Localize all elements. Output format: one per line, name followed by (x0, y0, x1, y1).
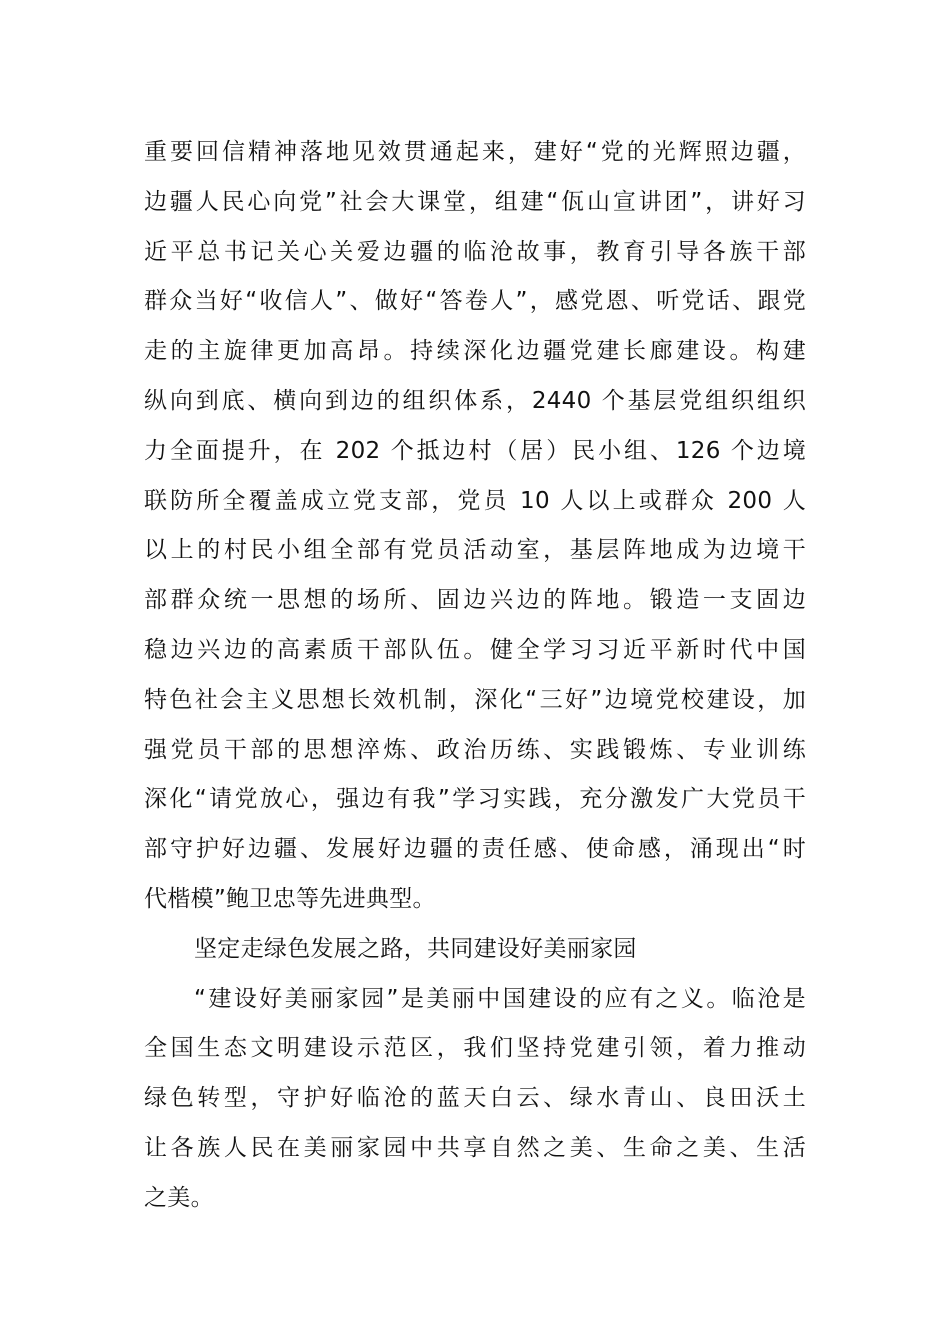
document-body (144, 128, 806, 1224)
text-line: 深化“请党放心，强边有我”学习实践，充分激发广大党员干 (144, 786, 806, 813)
text-line: 稳边兴边的高素质干部队伍。健全学习习近平新时代中国 (144, 636, 806, 663)
text-line: 走的主旋律更加高昂。持续深化边疆党建长廊建设。构建 (144, 338, 806, 365)
text-line: 近平总书记关心关爱边疆的临沧故事，教育引导各族干部 (144, 238, 806, 265)
text-line: 联防所全覆盖成立党支部，党员 10 人以上或群众 200 人 (144, 487, 806, 514)
text-line: 力全面提升，在 202 个抵边村（居）民小组、126 个边境 (144, 437, 806, 464)
text-line: 强党员干部的思想淬炼、政治历练、实践锻炼、专业训练 (144, 736, 806, 763)
text-line: 边疆人民心向党”社会大课堂，组建“佤山宣讲团”，讲好习 (144, 188, 806, 215)
text-line: 之美。 (144, 1184, 214, 1211)
text-line: 全国生态文明建设示范区，我们坚持党建引领，着力推动 (144, 1035, 806, 1062)
text-line: “建设好美丽家园”是美丽中国建设的应有之义。临沧是 (194, 985, 806, 1012)
text-line: 以上的村民小组全部有党员活动室，基层阵地成为边境干 (144, 537, 806, 564)
text-line: 部群众统一思想的场所、固边兴边的阵地。锻造一支固边 (144, 587, 806, 614)
text-line: 纵向到底、横向到边的组织体系，2440 个基层党组织组织 (144, 387, 806, 414)
text-line: 绿色转型，守护好临沧的蓝天白云、绿水青山、良田沃土 (144, 1085, 806, 1112)
text-line: 让各族人民在美丽家园中共享自然之美、生命之美、生活 (144, 1134, 806, 1161)
text-line: 代楷模”鲍卫忠等先进典型。 (144, 885, 436, 912)
text-line: 部守护好边疆、发展好边疆的责任感、使命感，涌现出“时 (144, 836, 806, 863)
text-line: 特色社会主义思想长效机制，深化“三好”边境党校建设，加 (144, 686, 806, 713)
text-line: 重要回信精神落地见效贯通起来，建好“党的光辉照边疆， (144, 139, 806, 165)
text-line: 群众当好“收信人”、做好“答卷人”，感党恩、听党话、跟党 (144, 288, 806, 315)
text-line: 坚定走绿色发展之路，共同建设好美丽家园 (194, 935, 637, 962)
